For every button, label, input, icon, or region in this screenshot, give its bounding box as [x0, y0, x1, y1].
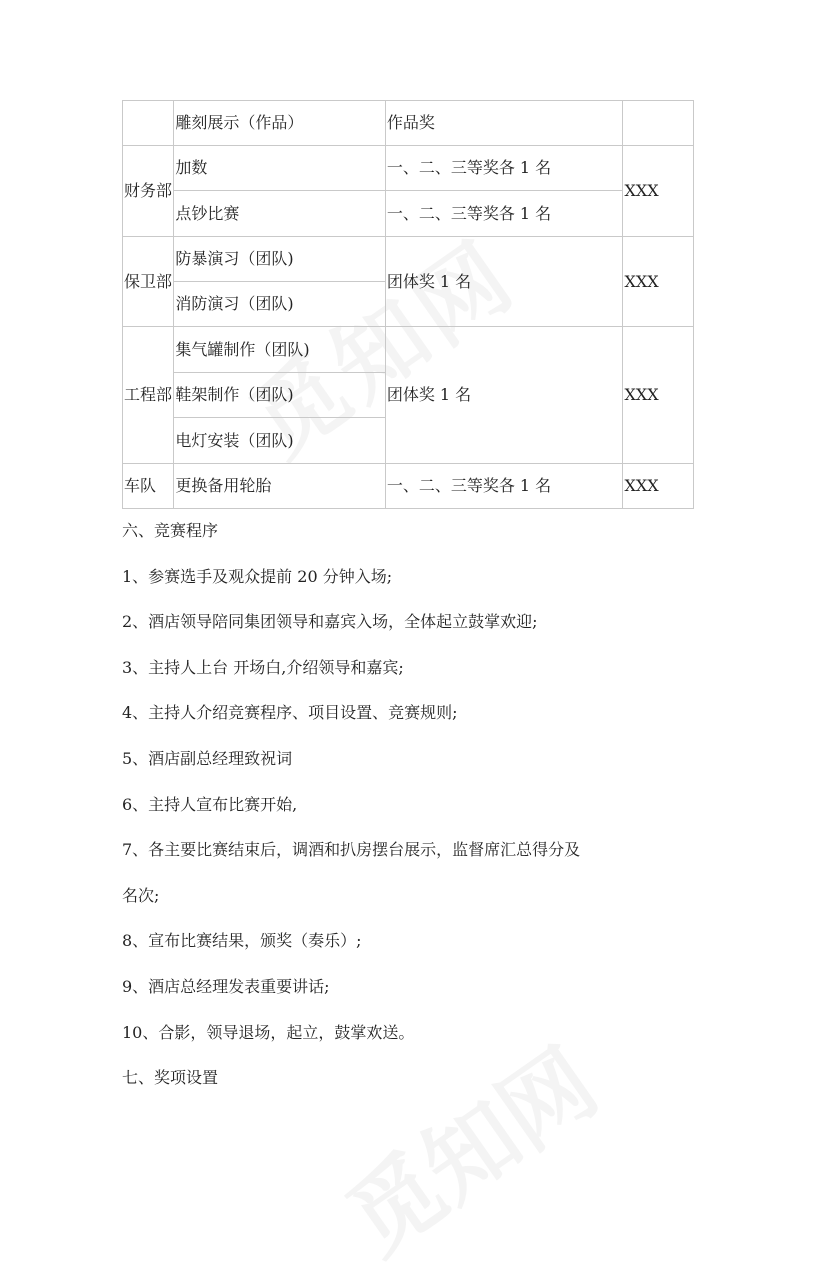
owner-cell: XXX	[623, 146, 694, 237]
dept-cell: 工程部	[123, 327, 174, 464]
list-item: 2、酒店领导陪同集团领导和嘉宾入场，全体起立鼓掌欢迎;	[122, 612, 538, 632]
item-cell: 集气罐制作（团队)	[174, 327, 385, 373]
dept-cell: 车队	[123, 464, 174, 509]
table-row	[123, 146, 694, 191]
award-cell: 一、二、三等奖各 1 名	[385, 464, 623, 509]
list-item: 9、酒店总经理发表重要讲话;	[122, 976, 330, 996]
award-cell: 一、二、三等奖各 1 名	[385, 191, 623, 237]
owner-cell: XXX	[623, 327, 694, 464]
list-item: 10、合影，领导退场，起立，鼓掌欢送。	[122, 1022, 415, 1042]
dept-cell: 财务部	[123, 146, 174, 237]
owner-cell	[623, 101, 694, 146]
section-heading: 六、竞赛程序	[122, 521, 219, 540]
list-item: 6、主持人宣布比赛开始,	[122, 794, 298, 814]
list-item: 7、各主要比赛结束后，调酒和扒房摆台展示，监督席汇总得分及	[122, 840, 581, 860]
item-cell: 雕刻展示（作品）	[174, 101, 385, 146]
list-item: 名次;	[122, 885, 160, 905]
award-cell: 作品奖	[385, 101, 623, 146]
list-item: 4、主持人介绍竞赛程序、项目设置、竞赛规则;	[122, 703, 458, 723]
list-item: 8、宣布比赛结果，颁奖（奏乐）;	[122, 931, 362, 951]
dept-cell	[123, 101, 174, 146]
item-cell: 防暴演习（团队)	[174, 237, 385, 282]
item-cell: 消防演习（团队)	[174, 282, 385, 327]
award-cell: 团体奖 1 名	[385, 237, 623, 327]
table-row	[123, 327, 694, 373]
awards-table	[122, 100, 694, 509]
table-row	[123, 191, 694, 237]
award-cell: 一、二、三等奖各 1 名	[385, 146, 623, 191]
award-cell: 团体奖 1 名	[385, 327, 623, 464]
table-row	[123, 237, 694, 282]
owner-cell: XXX	[623, 237, 694, 327]
table-row	[123, 101, 694, 146]
list-item: 5、酒店副总经理致祝词	[122, 748, 293, 768]
table-row	[123, 464, 694, 509]
item-cell: 加数	[174, 146, 385, 191]
list-item: 1、参赛选手及观众提前 20 分钟入场;	[122, 566, 393, 586]
list-item: 3、主持人上台 开场白,介绍领导和嘉宾;	[122, 657, 404, 677]
item-cell: 更换备用轮胎	[174, 464, 385, 509]
owner-cell: XXX	[623, 464, 694, 509]
dept-cell: 保卫部	[123, 237, 174, 327]
item-cell: 点钞比赛	[174, 191, 385, 237]
body-text	[122, 508, 722, 1101]
item-cell: 鞋架制作（团队)	[174, 373, 385, 418]
section-heading: 七、奖项设置	[122, 1068, 219, 1088]
item-cell: 电灯安装（团队)	[174, 418, 385, 464]
